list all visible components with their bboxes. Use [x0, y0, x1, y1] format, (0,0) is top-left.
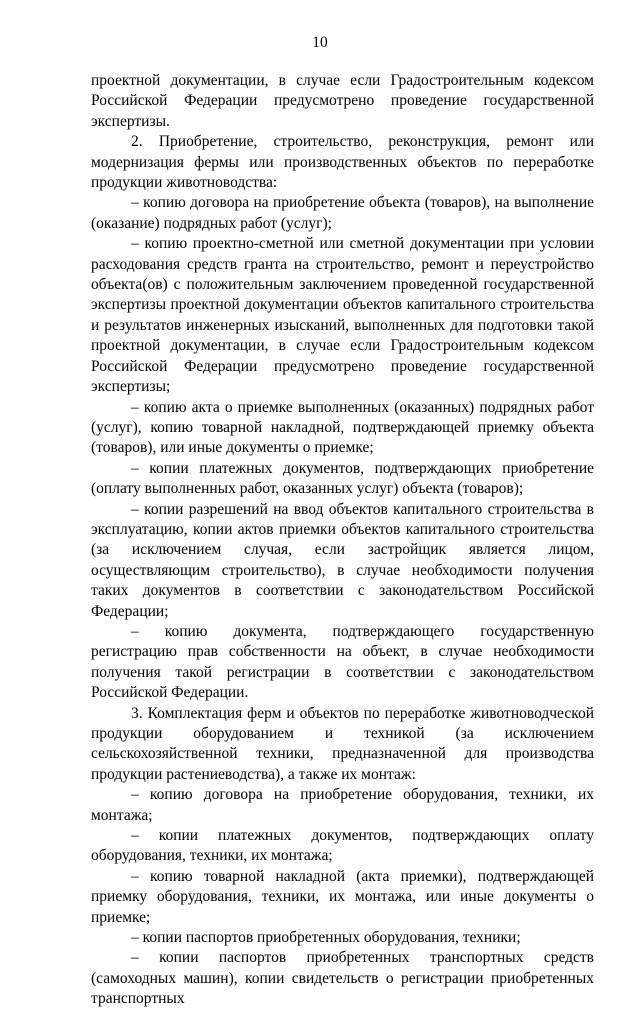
list-item-contract: – копию договора на приобретение объекта (товаров), на выполнение (оказание) подрядных работ (услуг);	[91, 194, 594, 232]
list-item-equipment-passports: – копии паспортов приобретенных оборудования, техники;	[131, 929, 521, 947]
list-item-vehicle-passports: – копии паспортов приобретенных транспортных средств (самоходных машин), копии свидетельств о регистрации приобретенных транспортных	[91, 949, 594, 1008]
paragraph-continuation: проектной документации, в случае если Градостроительным кодексом Российской Федерации предусмотрено проведение государственной экспертизы.	[91, 72, 594, 130]
section-3-heading: 3. Комплектация ферм и объектов по переработке животноводческой продукции оборудованием и техникой (за исключением сельскохозяйственной техники, предназначенной для производства продукции растениеводства), а также их монтаж:	[91, 704, 594, 783]
document-body	[91, 71, 594, 1010]
list-item-estimate-docs: – копию проектно-сметной или сметной документации при условии расходования средств гранта на строительство, ремонт и переустройство объекта(ов) с положительным заключением проведенной государственной экспертизы проектной документации объектов капитального строительства и результатов инженерных изысканий, выполненных для подготовки такой проектной документации, в случае если Градостроительным кодексом Российской Федерации предусмотрено проведение государственной экспертизы;	[91, 235, 594, 396]
section-2-heading: 2. Приобретение, строительство, реконструкция, ремонт или модернизация фермы или производственных объектов по переработке продукции животноводства:	[91, 133, 594, 192]
list-item-equipment-contract: – копию договора на приобретение оборудования, техники, их монтажа;	[91, 786, 594, 824]
list-item-payment-docs: – копии платежных документов, подтверждающих приобретение (оплату выполненных работ, оказанных услуг) объекта (товаров);	[91, 459, 594, 498]
list-item-commissioning-permits: – копии разрешений на ввод объектов капитального строительства в эксплуатацию, копии актов приемки объектов капитального строительства (за исключением случая, если застройщик является лицом, осуществляющим строительство), в случае необходимости получения таких документов в соответствии с законодательством Российской Федерации;	[91, 500, 594, 620]
list-item-equipment-acceptance: – копию товарной накладной (акта приемки), подтверждающей приемку оборудования, техники, их монтажа, или иные документы о приемке;	[91, 867, 594, 926]
page-number: 10	[312, 34, 328, 51]
list-item-ownership-registration: – копию документа, подтверждающего государственную регистрацию прав собственности на объект, в случае необходимости получения такой регистрации в соответствии с законодательством Российской Федерации.	[91, 622, 594, 702]
list-item-equipment-payment: – копии платежных документов, подтверждающих оплату оборудования, техники, их монтажа;	[91, 827, 594, 865]
list-item-acceptance-act: – копию акта о приемке выполненных (оказанных) подрядных работ (услуг), копию товарной накладной, подтверждающей приемку объекта (товаров), или иные документы о приемке;	[91, 398, 594, 457]
